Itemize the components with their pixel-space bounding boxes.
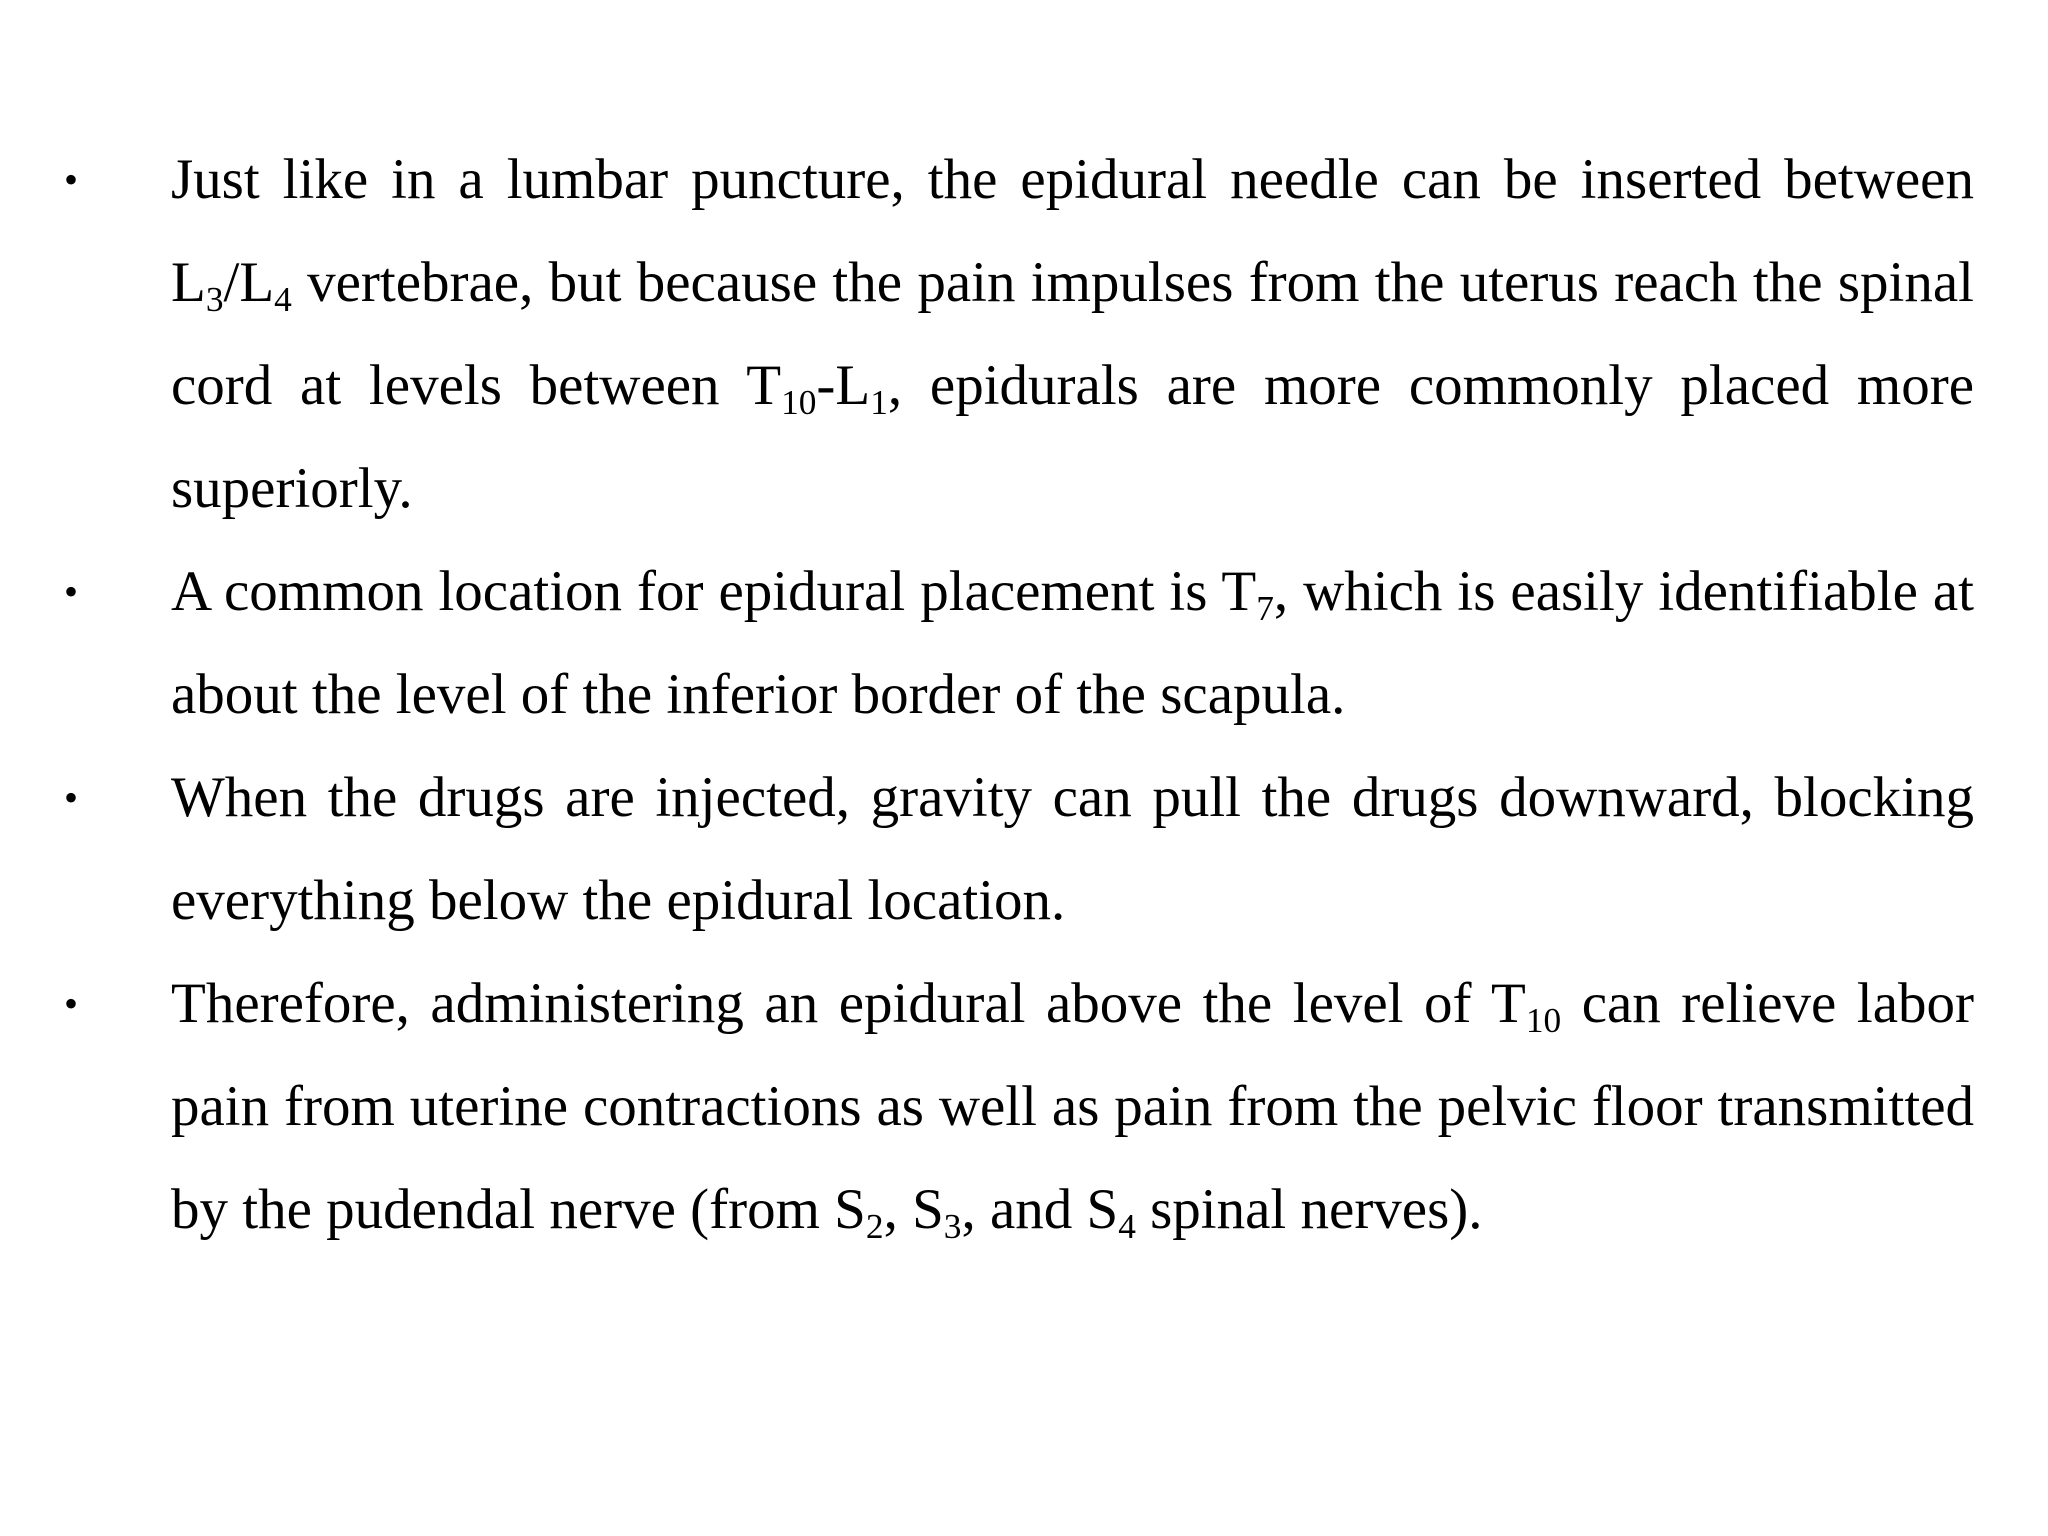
subscript: 10 (781, 382, 817, 422)
bullet-text (171, 746, 1974, 952)
subscript: 10 (1525, 1000, 1562, 1040)
bullet-item (64, 952, 1974, 1261)
text-segment: Therefore, administering an epidural above the level of T (171, 972, 1526, 1035)
bullet-icon: • (64, 157, 79, 202)
text-segment: spinal nerves). (1135, 1178, 1483, 1241)
text-segment: can relieve labor pain from uterine contractions as well as pain from the pelvic floor transmitted by the pudendal nerve (from S (171, 972, 1974, 1241)
subscript: 4 (274, 279, 292, 319)
bullet-item (64, 540, 1974, 746)
bullet-text (171, 540, 1974, 746)
subscript: 2 (865, 1206, 884, 1246)
bullet-icon: • (64, 569, 79, 614)
subscript: 3 (205, 279, 224, 319)
text-segment: Just like in a lumbar puncture, the epidural needle can be inserted between L (171, 148, 1974, 314)
subscript: 1 (870, 382, 888, 422)
text-segment: , which is easily identifiable at about the level of the inferior border of the scapula. (171, 560, 1975, 726)
bullet-list (64, 128, 1974, 1261)
text-segment: , epidurals are more commonly placed more superiorly. (171, 354, 1974, 520)
text-segment: A common location for epidural placement is T (171, 560, 1257, 623)
text-segment: vertebrae, but because the pain impulses from the uterus reach the spinal cord at levels between T (171, 251, 1974, 417)
bullet-text (171, 952, 1974, 1261)
bullet-icon: • (64, 981, 79, 1026)
bullet-icon: • (64, 775, 79, 820)
subscript: 7 (1256, 588, 1274, 628)
bullet-item (64, 128, 1974, 540)
bullet-item (64, 746, 1974, 952)
text-segment: /L (223, 251, 275, 314)
subscript: 3 (943, 1206, 962, 1246)
text-segment: , S (883, 1178, 944, 1241)
subscript: 4 (1118, 1206, 1136, 1246)
text-segment: When the drugs are injected, gravity can pull the drugs downward, blocking everything below the epidural location. (171, 766, 1974, 932)
text-segment: -L (816, 354, 871, 417)
bullet-text (171, 128, 1974, 540)
text-segment: , and S (961, 1178, 1119, 1241)
